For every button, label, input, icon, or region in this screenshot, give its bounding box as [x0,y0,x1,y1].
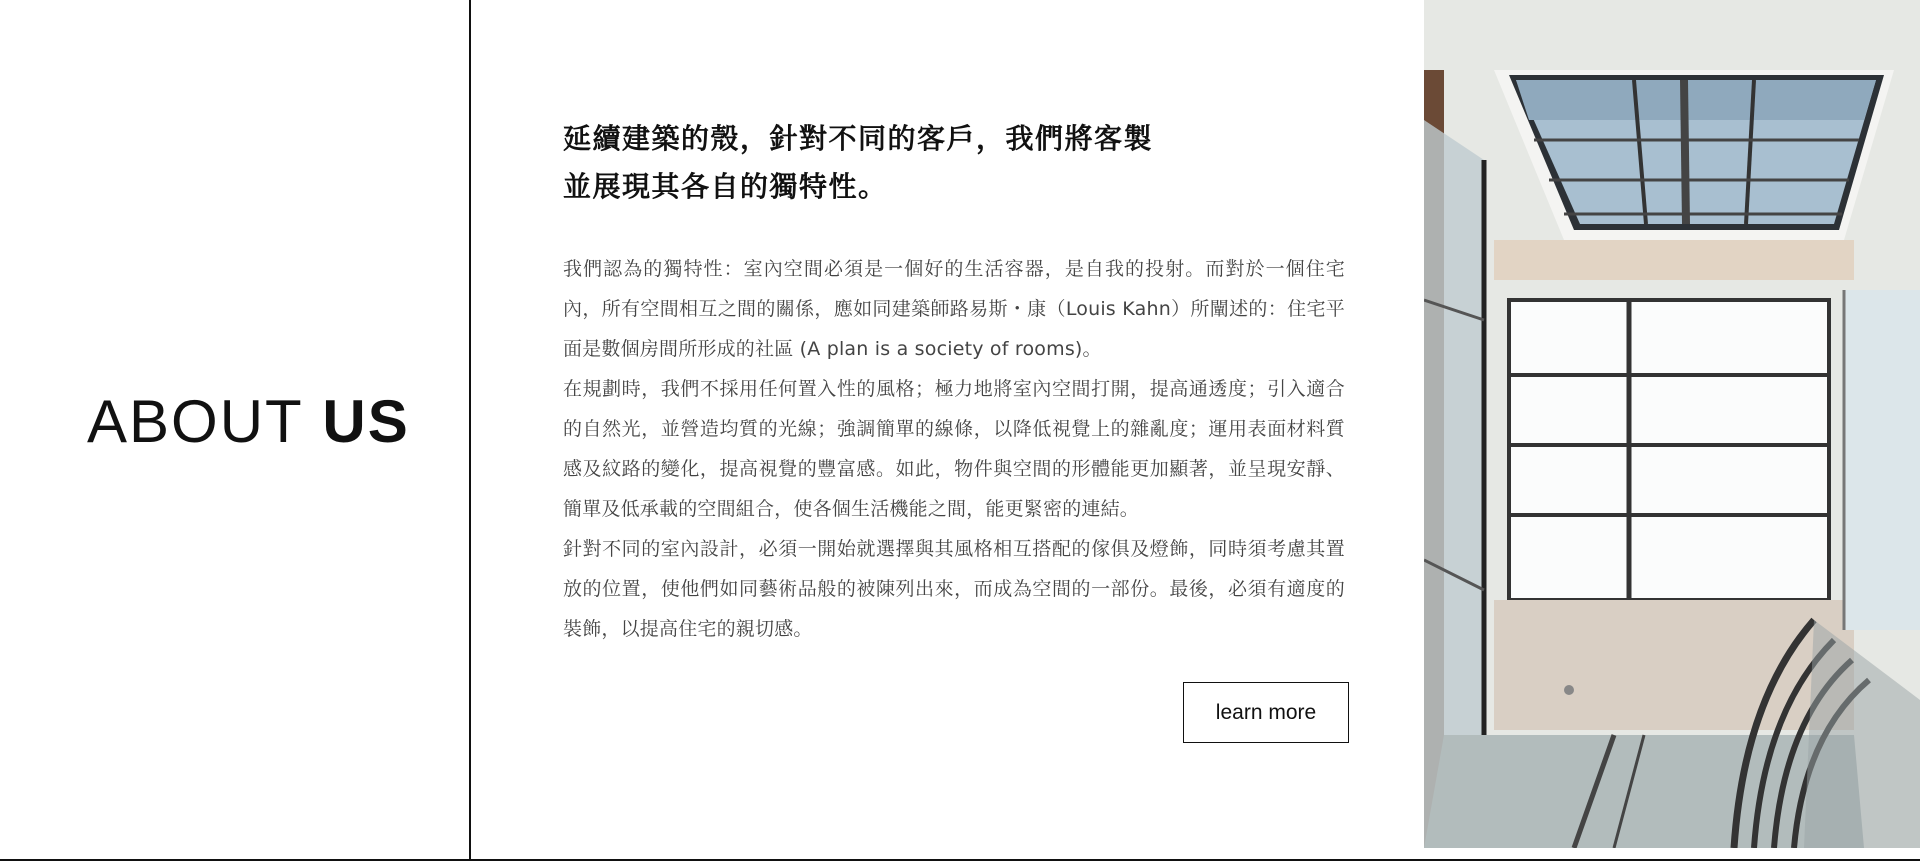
left-panel [0,0,471,859]
paragraph-3: 針對不同的室內設計，必須一開始就選擇與其風格相互搭配的傢俱及燈飾，同時須考慮其置放的位置，使他們如同藝術品般的被陳列出來，而成為空間的一部份。最後，必須有適度的裝飾，以提高住宅的親切感。 [563,538,1345,640]
paragraph-2: 在規劃時，我們不採用任何置入性的風格；極力地將室內空間打開，提高通透度；引入適合的自然光，並營造均質的光線；強調簡單的線條，以降低視覺上的雜亂度；運用表面材料質感及紋路的變化，提高視覺的豐富感。如此，物件與空間的形體能更加顯著，並呈現安靜、簡單及低承載的空間組合，使各個生活機能之間，能更緊密的連結。 [563,378,1345,520]
headline-line-2: 並展現其各自的獨特性。 [563,170,888,203]
about-title-bold: US [322,388,410,455]
about-title-light: ABOUT [87,388,304,455]
headline [563,115,1345,211]
learn-more-button[interactable]: learn more [1183,682,1349,743]
headline-line-1: 延續建築的殼，針對不同的客戶，我們將客製 [563,122,1154,155]
about-us-title [87,388,410,455]
body-text [563,249,1345,649]
about-content [563,115,1345,649]
interior-skylight-photo [1424,0,1920,848]
photo-illustration [1424,0,1920,848]
paragraph-1: 我們認為的獨特性：室內空間必須是一個好的生活容器，是自我的投射。而對於一個住宅內，所有空間相互之間的關係，應如同建築師路易斯・康（Louis Kahn）所闡述的：住宅平面是數個房間所形成的社區 (A plan is a society of rooms)。 [563,258,1345,360]
